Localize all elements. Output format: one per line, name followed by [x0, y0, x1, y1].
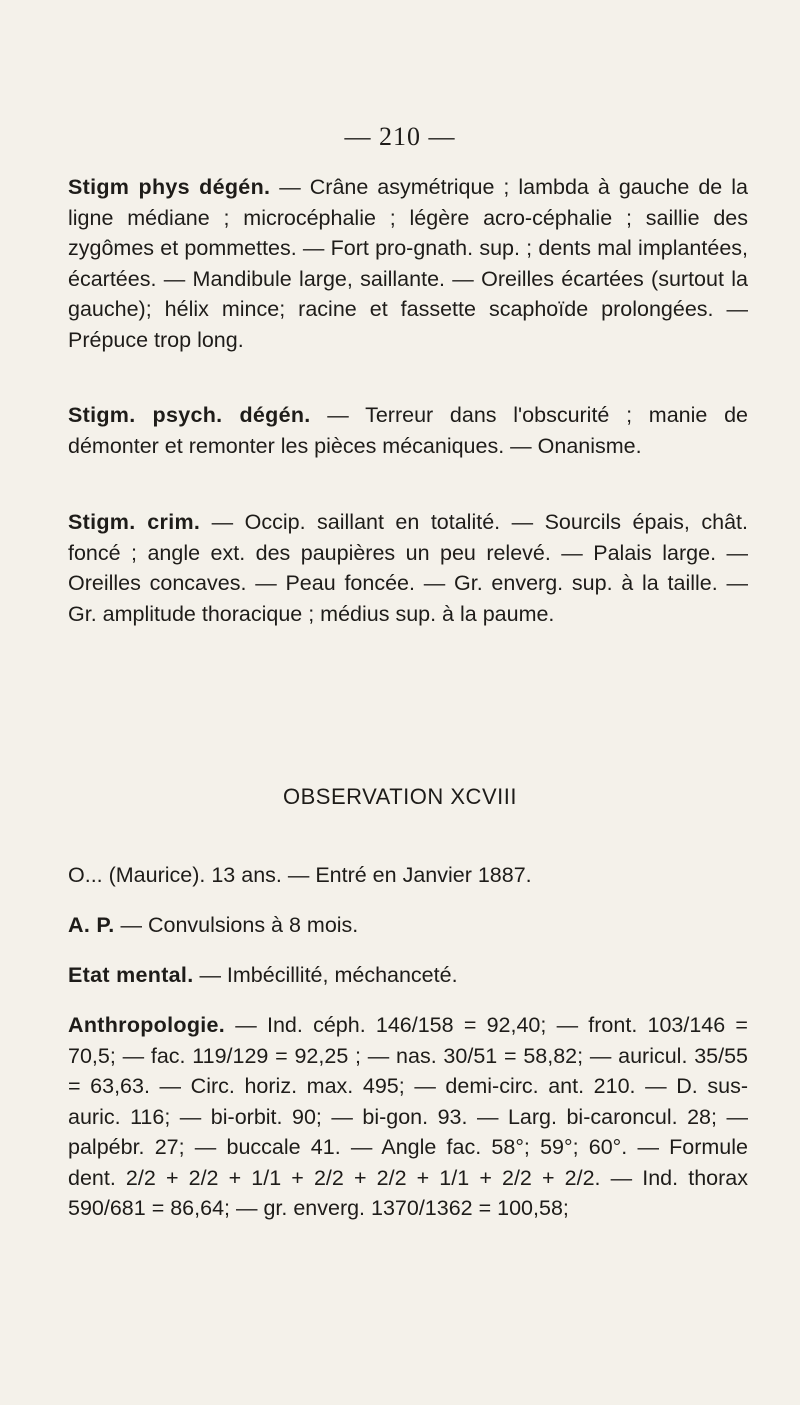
ap-text: — Convulsions à 8 mois. — [114, 913, 359, 937]
section-label: Stigm. psych. dégén. — [68, 403, 311, 427]
etat-mental-label: Etat mental. — [68, 963, 194, 987]
paragraph-stigm-crim — [68, 507, 748, 629]
ap-label: A. P. — [68, 913, 115, 937]
section-text: — Terreur dans l'obscurité ; manie de démonter et remonter les pièces mécaniques. — Onanisme. — [68, 403, 748, 458]
paragraph-stigm-psych — [68, 400, 748, 461]
paragraph-ap — [68, 910, 758, 941]
section-label: Stigm. crim. — [68, 510, 201, 534]
anthropologie-text: — Ind. céph. 146/158 = 92,40; — front. 103/146 = 70,5; — fac. 119/129 = 92,25 ; — nas. 30/51 = 58,82; — auricul. 35/55 = 63,63. — Circ. horiz. max. 495; — demi-circ. ant. 210. — D. sus-auric. 116; — bi-orbit. 90; — bi-gon. 93. — Larg. bi-caroncul. 28; — palpébr. 27; — buccale 41. — Angle fac. 58°; 59°; 60°. — Formule dent. 2/2 + 2/2 + 1/1 + 2/2 + 2/2 + 1/1 + 2/2 + 2/2. — Ind. thorax 590/681 = 86,64; — gr. enverg. 1370/1362 = 100,58; — [68, 1013, 748, 1220]
paragraph-etat-mental — [68, 960, 758, 991]
section-text: — Crâne asymétrique ; lambda à gauche de la ligne médiane ; microcéphalie ; légère acro-céphalie ; saillie des zygômes et pommettes. — Fort pro-gnath. sup. ; dents mal implantées, écartées. — Mandibule large, saillante. — Oreilles écartées (surtout la gauche); hélix mince; racine et fassette scaphoïde prolongées. — Prépuce trop long. — [68, 175, 748, 352]
section-text: — Occip. saillant en totalité. — Sourcils épais, chât. foncé ; angle ext. des paupières un peu relevé. — Palais large. — Oreilles concaves. — Peau foncée. — Gr. enverg. sup. à la taille. — Gr. amplitude thoracique ; médius sup. à la paume. — [68, 510, 748, 626]
paragraph-stigm-phys — [68, 172, 748, 355]
anthropologie-label: Anthropologie. — [68, 1013, 226, 1037]
paragraph-anthropologie — [68, 1010, 748, 1224]
observation-heading: OBSERVATION XCVIII — [283, 784, 517, 809]
page-number: — 210 — — [344, 122, 456, 151]
patient-line: O... (Maurice). 13 ans. — Entré en Janvier 1887. — [68, 863, 532, 887]
section-label: Stigm phys dégén. — [68, 175, 271, 199]
etat-mental-text: — Imbécillité, méchanceté. — [193, 963, 458, 987]
